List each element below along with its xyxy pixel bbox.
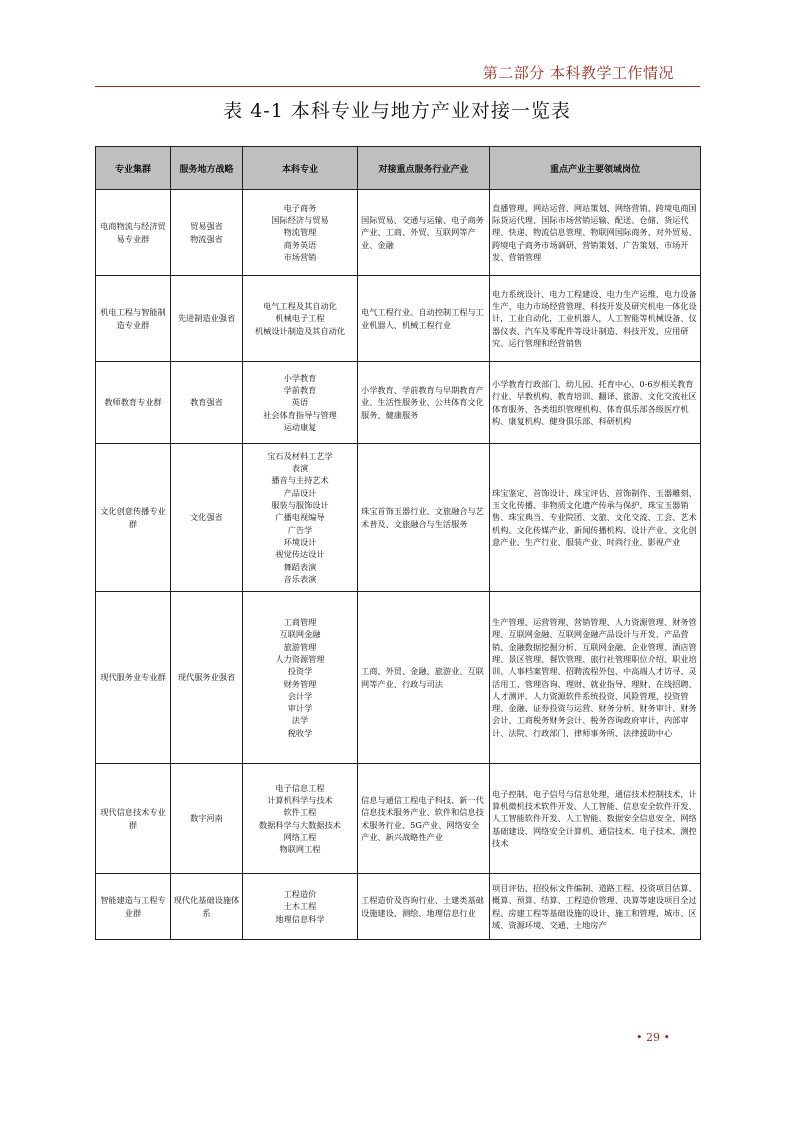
table-title: 表 4-1 本科专业与地方产业对接一览表	[223, 100, 571, 122]
table-row	[96, 362, 701, 444]
cell-strategy: 教育强省	[171, 362, 243, 444]
cell-industry: 工程造价及咨询行业、土建类基础设施建设、测绘、地理信息行业	[358, 874, 490, 940]
table-row	[96, 874, 701, 940]
table-row	[96, 764, 701, 874]
cell-industry: 电气工程行业、自动控制工程与工业机器人、机械工程行业	[358, 276, 490, 362]
column-header-cluster: 专业集群	[96, 147, 171, 190]
cell-jobs: 直播管理、网站运营、网站策划、网络营销、跨境电商国际货运代理、国际市场营销运输、配送、仓储、货运代理、快递、物流信息管理、物联网国际商务、对外贸易、跨境电子商务市场调研、营销策划、广告策划、市场开发、营销管理	[490, 190, 701, 276]
cell-industry: 信息与通信工程电子科技、新一代信息技术服务产业、软件和信息技术服务行业、5G产业、网络安全产业、新兴战略性产业	[358, 764, 490, 874]
cell-majors: 电子信息工程 计算机科学与技术 软件工程 数据科学与大数据技术 网络工程 物联网工程	[243, 764, 358, 874]
cell-jobs: 电子控制、电子信号与信息处理，通信技术控制技术，计算机微机技术软件开发、人工智能、信息安全软件开发、人工智能软件开发、人工智能、数据安全信息安全、网络基础建设、网络安全计算机、通信技术、电子技术、测控技术	[490, 764, 701, 874]
cell-strategy: 现代服务业强省	[171, 592, 243, 764]
column-header-jobs: 重点产业主要领域岗位	[490, 147, 701, 190]
cell-majors: 宝石及材料工艺学 表演 播音与主持艺术 产品设计 服装与服饰设计 广播电视编导 广告学 环境设计 视觉传达设计 舞蹈表演 音乐表演	[243, 444, 358, 592]
cell-cluster: 智能建造与工程专业群	[96, 874, 171, 940]
section-header: 第二部分 本科教学工作情况	[482, 64, 674, 82]
cell-industry: 珠宝首饰玉器行业、文旅融合与艺术普及、文旅融合与生活服务	[358, 444, 490, 592]
cell-industry: 工商、外贸、金融、旅游业、互联网等产业、行政与司法	[358, 592, 490, 764]
cell-cluster: 教师教育专业群	[96, 362, 171, 444]
cell-majors: 电气工程及其自动化 机械电子工程 机械设计制造及其自动化	[243, 276, 358, 362]
table-row	[96, 592, 701, 764]
column-header-majors: 本科专业	[243, 147, 358, 190]
cell-cluster: 文化创意传播专业群	[96, 444, 171, 592]
table-row	[96, 276, 701, 362]
cell-strategy: 先进制造业强省	[171, 276, 243, 362]
column-header-strategy: 服务地方战略	[171, 147, 243, 190]
cell-jobs: 珠宝鉴定、首饰设计、珠宝评估、首饰制作、玉器雕刻、玉文化传播、非物质文化遗产传承与保护、珠宝玉器销售、珠宝典当、专业院团、文旅、文化交流、工会、艺术机构、文化传媒产业、新闻传播机构、设计产业、文化创意产业、生产行业、服装产业、时尚行业、影视产业	[490, 444, 701, 592]
cell-strategy: 现代化基础设施体系	[171, 874, 243, 940]
cell-jobs: 小学教育行政部门、幼儿园、托育中心、0-6岁相关教育行业、早教机构、教育培训、翻译、旅游、文化交流社区体育服务、各类组织管理机构、体育俱乐部各级医疗机构、康复机构、健身俱乐部、科研机构	[490, 362, 701, 444]
cell-strategy: 文化强省	[171, 444, 243, 592]
cell-jobs: 电力系统设计、电力工程建设、电力生产运维、电力设备生产、电力市场经营管理、科技开发及研究机电一体化设计，工业自动化，工业机器人，人工智能等机械设备、仪器仪表、汽车及零配件等设计制造、科技开发、应用研究、运行管理和经营销售	[490, 276, 701, 362]
page-number: • 29 •	[636, 1031, 670, 1044]
cell-industry: 小学教育、学前教育与早期教育产业、生活性服务业、公共体育文化服务、健康服务	[358, 362, 490, 444]
cell-jobs: 生产管理、运营管理、营销管理、人力资源管理、财务管理、互联网金融、互联网金融产品设计与开发、产品营销、金融数据挖掘分析、互联网金融、企业管理、酒店管理、景区管理、餐饮管理、旅行社管理职位介绍、职业培训、人事档案管理、招聘流程外包、中高端人才访寻、灵活用工、管理咨询、理财、就业指导、理财、在线招聘、人才测评、人力资源软件系统投资、风险管理、投资管理、金融、证券投资与运营、财务分析、财务审计、财务会计、工商税务财务会计、税务咨询政府审计、内部审计、法院、行政部门、律师事务所、法律援助中心	[490, 592, 701, 764]
cell-cluster: 电商物流与经济贸易专业群	[96, 190, 171, 276]
header-divider	[95, 86, 700, 87]
cell-jobs: 项目评估、招投标文件编制、道路工程、投资项目估算、概算、预算、结算、工程造价管理、决算等建设项目全过程、房建工程等基础设施的设计、施工和管理、城市、区域、资源环境、交通、土地房产	[490, 874, 701, 940]
cell-cluster: 机电工程与智能制造专业群	[96, 276, 171, 362]
table-row	[96, 190, 701, 276]
column-header-industry: 对接重点服务行业产业	[358, 147, 490, 190]
cell-strategy: 数字河南	[171, 764, 243, 874]
cell-cluster: 现代服务业专业群	[96, 592, 171, 764]
cell-majors: 电子商务 国际经济与贸易 物流管理 商务英语 市场营销	[243, 190, 358, 276]
cell-majors: 工商管理 互联网金融 旅游管理 人力资源管理 投资学 财务管理 会计学 审计学 法学 税收学	[243, 592, 358, 764]
cell-majors: 小学教育 学前教育 英语 社会体育指导与管理 运动康复	[243, 362, 358, 444]
cell-industry: 国际贸易、交通与运输、电子商务产业、工商、外贸、互联网等产业、金融	[358, 190, 490, 276]
alignment-table	[95, 146, 701, 940]
cell-strategy: 贸易强省 物流强省	[171, 190, 243, 276]
table-header-row	[96, 147, 701, 190]
table-row	[96, 444, 701, 592]
cell-majors: 工程造价 土木工程 地理信息科学	[243, 874, 358, 940]
cell-cluster: 现代信息技术专业群	[96, 764, 171, 874]
